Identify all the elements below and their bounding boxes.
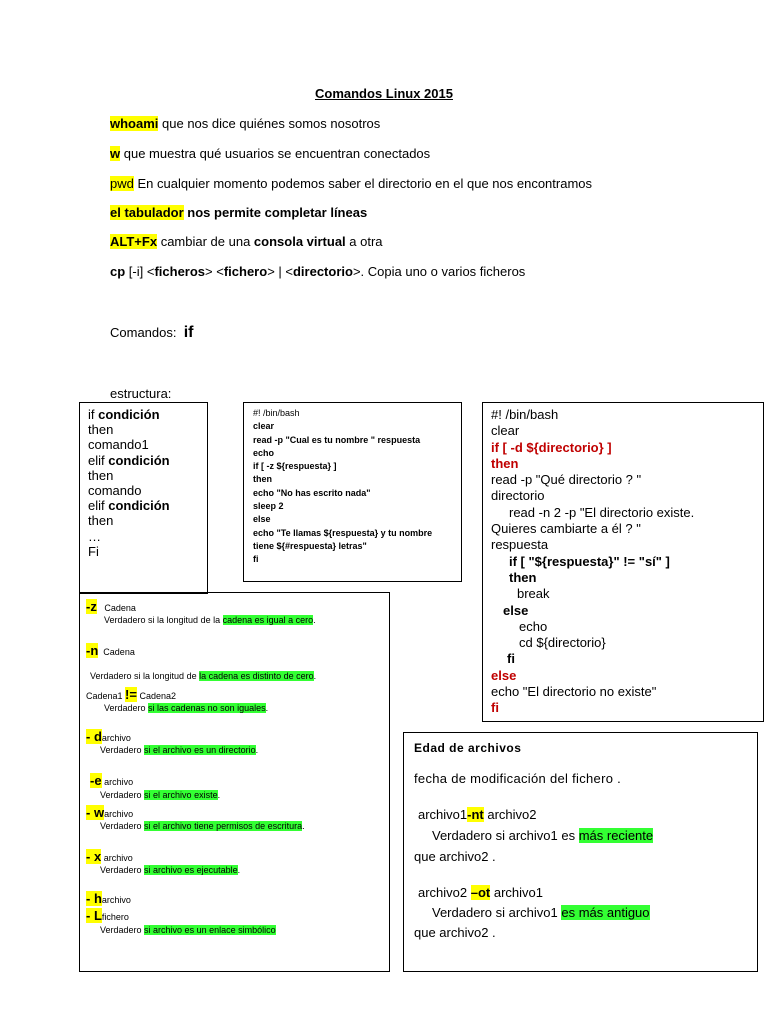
- code-line: tiene ${#respuesta} letras": [253, 540, 367, 551]
- cp-cmd: cp: [110, 264, 129, 279]
- if-line: [88, 453, 199, 468]
- desc-pwd: En cualquier momento podemos saber el directorio en el que nos encontramos: [133, 176, 593, 191]
- op-l-heading: [86, 908, 129, 923]
- line-w: [110, 146, 430, 161]
- op-label: archivo: [104, 809, 134, 819]
- op-d: - d: [86, 729, 102, 744]
- desc-alt-a: cambiar de una: [157, 234, 254, 249]
- cp-fichero: fichero: [223, 264, 268, 279]
- op-label: Cadena2: [136, 691, 177, 701]
- if-line: Fi: [88, 543, 99, 559]
- op-h: - h: [86, 891, 102, 906]
- desc-highlight: si el archivo es un directorio: [144, 745, 256, 755]
- if-line: then: [88, 467, 114, 483]
- box5-title: Edad de archivos: [414, 741, 522, 755]
- page-title: Comandos Linux 2015: [315, 86, 453, 101]
- code-line: respuesta: [491, 537, 549, 553]
- op-w-heading: [86, 805, 133, 820]
- cmd-tabulador: el tabulador: [110, 205, 184, 220]
- if-line: comando1: [88, 437, 149, 453]
- desc-highlight: si archivo es ejecutable: [144, 865, 238, 875]
- code-line: read -p "Cual es tu nombre " respuesta: [253, 434, 421, 445]
- cmd-whoami: whoami: [110, 116, 159, 131]
- cp-sep1: <: [143, 264, 155, 279]
- cmd-alt-fx: ALT+Fx: [110, 234, 158, 249]
- desc-text: Verdadero si la longitud de la: [104, 615, 223, 625]
- desc-highlight: si el archivo existe: [144, 790, 218, 800]
- code-line: cd ${directorio}: [519, 635, 606, 651]
- line-whoami: [110, 116, 380, 131]
- nt-heading: [418, 807, 537, 822]
- cp-desc: >. Copia uno o varios ficheros: [352, 264, 526, 279]
- code-line: echo "El directorio no existe": [491, 684, 657, 700]
- if-line: [88, 498, 199, 513]
- op-label: archivo: [103, 853, 133, 863]
- code-line: #! /bin/bash: [491, 407, 559, 422]
- op-n: -n: [86, 643, 99, 658]
- op-d-heading: [86, 729, 131, 744]
- cond: condición: [98, 407, 160, 422]
- nt-a: archivo1: [418, 807, 468, 822]
- cond: condición: [108, 498, 170, 514]
- op-z: -z: [86, 599, 97, 614]
- code-line: then: [509, 569, 537, 585]
- kw: if: [88, 407, 99, 422]
- op-n-desc: [90, 671, 316, 681]
- op-n-heading: [86, 643, 135, 658]
- edad-archivos-box: [403, 732, 758, 972]
- desc-end: .: [255, 745, 259, 755]
- code-line: Quieres cambiarte a él ? ": [491, 521, 641, 537]
- desc-end: .: [217, 790, 221, 800]
- op-d-desc: [100, 745, 258, 755]
- cmd-w: w: [110, 146, 121, 161]
- script-example-box: [243, 402, 462, 582]
- cp-directorio: directorio: [292, 264, 353, 279]
- op-z-heading: [86, 599, 136, 614]
- code-line: read -n 2 -p "El directorio existe.: [509, 504, 695, 520]
- code-line: echo "Te llamas ${respuesta} y tu nombre: [253, 527, 433, 538]
- op-nt: -nt: [467, 807, 484, 822]
- if-line: [88, 407, 199, 422]
- ot-desc-end: que archivo2 .: [414, 925, 496, 940]
- desc-alt-b: a otra: [345, 234, 383, 249]
- desc-end: .: [313, 671, 317, 681]
- code-line: if [ -d ${directorio} ]: [491, 439, 612, 455]
- op-label: Cadena: [104, 603, 136, 613]
- op-label: archivo: [104, 777, 134, 787]
- op-x-desc: [100, 865, 240, 875]
- op-ne: !=: [125, 687, 137, 702]
- desc-highlight: la cadena es distinto de cero: [199, 671, 314, 681]
- cp-sep3: > | <: [267, 264, 293, 279]
- line-alt-fx: [110, 234, 383, 249]
- desc-text: Verdadero: [104, 703, 149, 713]
- code-line: if [ -z ${respuesta} ]: [253, 461, 337, 472]
- kw: elif: [88, 498, 109, 514]
- desc-end: .: [302, 821, 305, 831]
- cp-sep2: > <: [205, 264, 224, 279]
- ot-desc: [432, 905, 650, 920]
- op-ne-heading: [86, 687, 176, 702]
- code-line: then: [491, 455, 519, 471]
- if-structure-box: [79, 402, 208, 594]
- desc-text: Verdadero: [100, 745, 145, 755]
- estructura-label: estructura:: [110, 386, 172, 401]
- desc-alt-bold: consola virtual: [253, 234, 346, 249]
- op-ot: –ot: [470, 885, 491, 900]
- op-label: archivo: [101, 895, 131, 905]
- desc-text: Verdadero: [100, 925, 145, 935]
- op-e: -e: [90, 773, 102, 788]
- desc-text: Verdadero: [100, 865, 145, 875]
- code-line: break: [517, 586, 550, 602]
- if-line: comando: [88, 483, 142, 499]
- line-tabulador: [110, 205, 367, 220]
- code-part: sí: [644, 553, 656, 569]
- op-label: Cadena1: [86, 691, 126, 701]
- op-l: - L: [86, 908, 102, 923]
- code-line: echo "No has escrito nada": [253, 487, 371, 498]
- op-label: fichero: [101, 912, 129, 922]
- desc-end: .: [265, 703, 269, 713]
- directorio-script-box: [482, 402, 764, 722]
- op-x: - x: [86, 849, 102, 864]
- comandos-heading: [110, 324, 194, 342]
- op-h-heading: [86, 891, 131, 906]
- ot-heading: [418, 885, 543, 900]
- desc-highlight: más reciente: [578, 828, 654, 843]
- cp-ficheros: ficheros: [154, 264, 206, 279]
- ot-b: archivo1: [490, 885, 543, 900]
- op-w-desc: [100, 821, 305, 831]
- desc-text: Verdadero si archivo1: [432, 905, 562, 920]
- op-label: archivo: [101, 733, 131, 743]
- op-x-heading: [86, 849, 133, 864]
- desc-end: .: [313, 615, 316, 625]
- desc-text: Verdadero si archivo1 es: [432, 828, 579, 843]
- code-part: " != ": [613, 553, 645, 569]
- code-line: directorio: [491, 488, 545, 504]
- cp-opt: [-i]: [128, 264, 144, 279]
- code-line: sleep 2: [253, 501, 284, 512]
- op-ne-desc: [104, 703, 268, 713]
- op-e-heading: [90, 773, 133, 788]
- code-line: else: [503, 602, 529, 618]
- op-label: Cadena: [103, 647, 135, 657]
- code-part: " ]: [655, 553, 670, 569]
- code-line: fi: [507, 651, 515, 667]
- code-part: if [ ": [509, 553, 535, 569]
- desc-highlight: es más antiguo: [561, 905, 650, 920]
- code-line: fi: [491, 700, 499, 716]
- cond: condición: [108, 452, 170, 468]
- comandos-label: Comandos:: [110, 325, 177, 340]
- code-line: clear: [253, 421, 275, 432]
- comandos-keyword: if: [183, 324, 194, 341]
- nt-b: archivo2: [483, 807, 537, 822]
- desc-end: .: [237, 865, 241, 875]
- code-line: else: [491, 667, 517, 683]
- ot-a: archivo2: [418, 885, 471, 900]
- op-z-desc: [104, 615, 316, 625]
- desc-highlight: cadena es igual a cero: [222, 615, 314, 625]
- op-w: - w: [86, 805, 105, 820]
- kw: elif: [88, 452, 109, 468]
- desc-tabulador: nos permite completar líneas: [183, 205, 368, 220]
- code-line: #! /bin/bash: [253, 408, 300, 418]
- line-pwd: [110, 176, 592, 191]
- desc-text: Verdadero: [100, 821, 145, 831]
- if-line: …: [88, 528, 101, 544]
- op-h-desc: [100, 925, 276, 935]
- code-line: echo: [519, 618, 548, 634]
- nt-desc: [432, 828, 653, 843]
- desc-highlight: si archivo es un enlace simbólico: [144, 925, 276, 935]
- code-line: fi: [253, 554, 259, 565]
- op-e-desc: [100, 790, 220, 800]
- desc-text: Verdadero: [100, 790, 145, 800]
- desc-whoami: que nos dice quiénes somos nosotros: [158, 116, 381, 131]
- code-line: else: [253, 514, 271, 525]
- if-line: then: [88, 422, 114, 438]
- code-part: ${respuesta}: [534, 553, 614, 569]
- test-operators-box: [79, 592, 390, 972]
- box5-subtitle: fecha de modificación del fichero .: [414, 771, 622, 786]
- nt-desc-end: que archivo2 .: [414, 849, 496, 864]
- if-line: then: [88, 513, 114, 529]
- code-line: clear: [491, 423, 520, 439]
- desc-w: que muestra qué usuarios se encuentran conectados: [120, 146, 431, 161]
- code-line: echo: [253, 447, 275, 458]
- line-cp: [110, 264, 525, 279]
- cmd-pwd: pwd: [110, 176, 134, 191]
- desc-text: Verdadero si la longitud de: [90, 671, 200, 681]
- code-line: read -p "Qué directorio ? ": [491, 472, 642, 488]
- desc-highlight: si el archivo tiene permisos de escritura: [144, 821, 303, 831]
- desc-highlight: si las cadenas no son iguales: [148, 703, 266, 713]
- code-line: then: [253, 474, 272, 485]
- code-line: [491, 554, 755, 570]
